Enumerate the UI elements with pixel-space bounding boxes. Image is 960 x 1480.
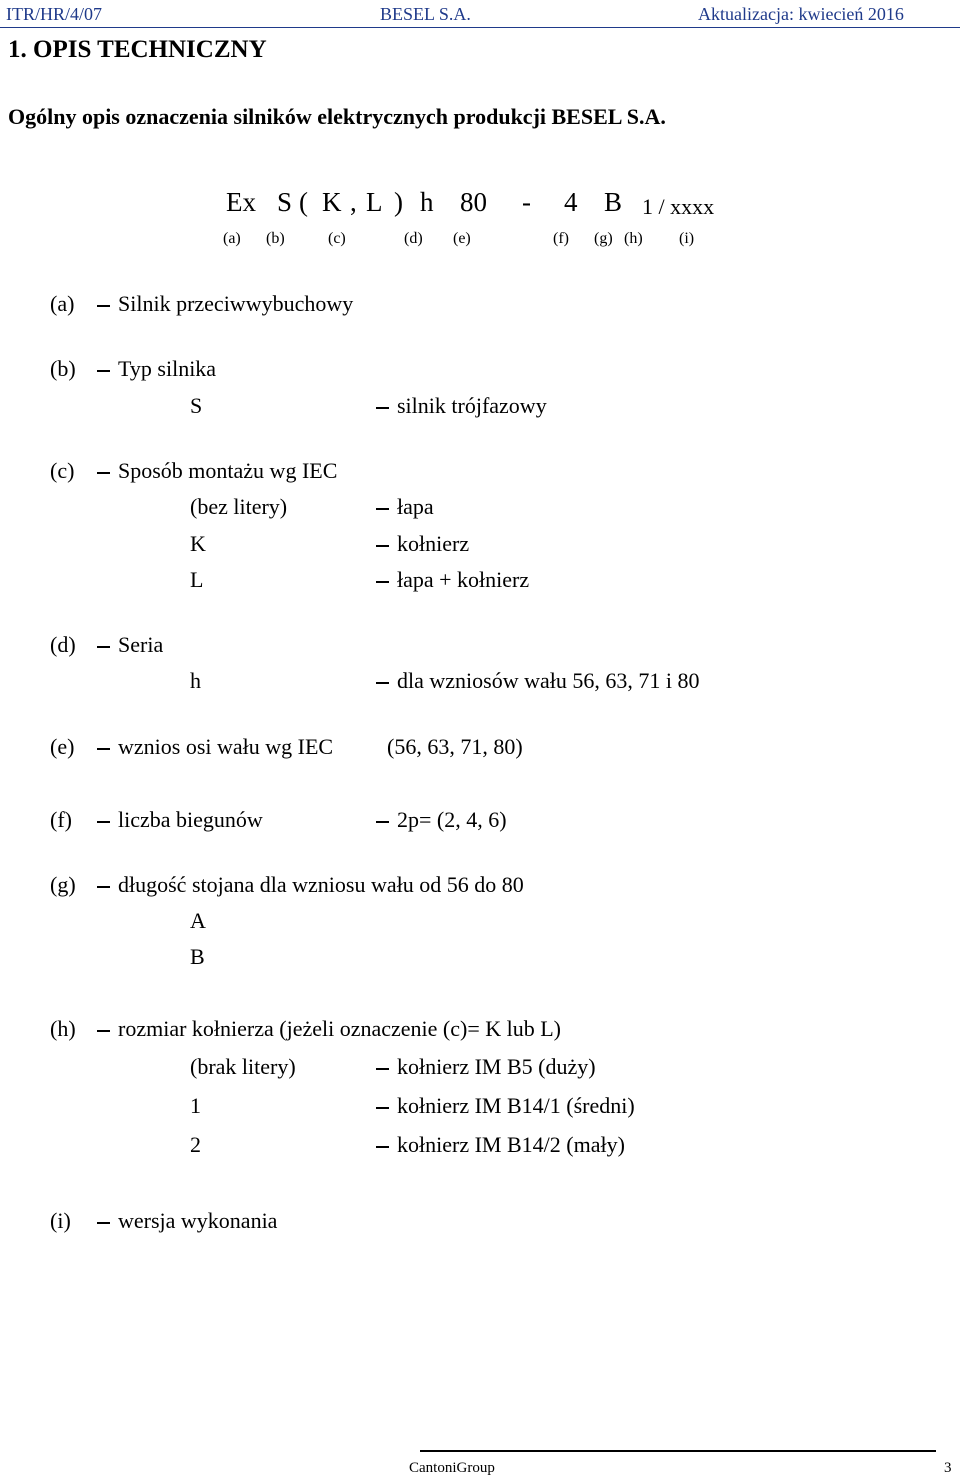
dash: [97, 472, 110, 474]
code-poles: 4: [564, 187, 578, 217]
dash: [376, 581, 389, 583]
header-rule: [0, 27, 960, 28]
code-label-b: (b): [266, 230, 285, 247]
def-text: Typ silnika: [118, 356, 217, 381]
option-value: kołnierz IM B14/2 (mały): [397, 1132, 625, 1157]
dash: [97, 305, 110, 307]
footer-group: CantoniGroup: [409, 1460, 495, 1476]
def-tag: (c): [50, 458, 75, 483]
def-tag: (d): [50, 632, 76, 657]
option-key: A: [190, 908, 206, 933]
def-text: Seria: [118, 632, 164, 657]
def-text: Silnik przeciwwybuchowy: [118, 291, 354, 316]
option-key: (brak litery): [190, 1054, 296, 1079]
code-label-a: (a): [223, 230, 241, 247]
def-tag: (b): [50, 356, 76, 381]
def-tag: (g): [50, 872, 76, 897]
dash: [376, 545, 389, 547]
code-label-c: (c): [328, 230, 346, 247]
option-key: L: [190, 567, 204, 592]
code-k: K: [322, 187, 342, 217]
def-tag: (f): [50, 807, 72, 832]
section-title: 1. OPIS TECHNICZNY: [8, 36, 267, 63]
def-tag: (e): [50, 734, 75, 759]
option-value: łapa: [397, 494, 434, 519]
def-tag: (a): [50, 291, 75, 316]
dash: [97, 646, 110, 648]
dash: [97, 886, 110, 888]
code-label-h: (h): [624, 230, 643, 247]
code-open: (: [299, 187, 308, 217]
code-size: 80: [460, 187, 487, 217]
def-text: rozmiar kołnierza (jeżeli oznaczenie (c)= K lub L): [118, 1016, 561, 1041]
def-text: Sposób montażu wg IEC: [118, 458, 338, 483]
subtitle: Ogólny opis oznaczenia silników elektrycznych produkcji BESEL S.A.: [8, 104, 666, 129]
dash: [97, 1222, 110, 1224]
option-value: kołnierz IM B14/1 (średni): [397, 1093, 635, 1118]
doc-code: ITR/HR/4/07: [6, 4, 103, 24]
code-label-i: (i): [679, 230, 695, 247]
dash: [376, 1107, 389, 1109]
dash: [376, 821, 389, 823]
def-tag: (h): [50, 1016, 76, 1041]
def-tag: (i): [50, 1208, 71, 1233]
def-extra: (56, 63, 71, 80): [387, 734, 523, 759]
def-text: wersja wykonania: [118, 1208, 278, 1233]
def-text: liczba biegunów: [118, 807, 263, 832]
option-key: 1: [190, 1093, 201, 1118]
option-key: S: [190, 393, 203, 418]
code-label-d: (d): [404, 230, 423, 247]
code-label-g: (g): [594, 230, 613, 247]
update-date: Aktualizacja: kwiecień 2016: [698, 4, 904, 24]
code-h: h: [420, 187, 434, 217]
code-length: B: [604, 187, 623, 217]
code-l: L: [366, 187, 383, 217]
option-value: dla wzniosów wału 56, 63, 71 i 80: [397, 668, 700, 693]
code-version: 1 / xxxx: [642, 194, 715, 219]
dash: [376, 1146, 389, 1148]
dash: [97, 748, 110, 750]
option-key: B: [190, 944, 205, 969]
dash: [376, 508, 389, 510]
option-key: K: [190, 531, 206, 556]
def-text: długość stojana dla wzniosu wału od 56 do 80: [118, 872, 524, 897]
dash: [97, 1030, 110, 1032]
option-value: silnik trójfazowy: [397, 393, 547, 418]
code-comma: ,: [350, 187, 357, 217]
code-ex: Ex: [226, 187, 256, 217]
dash: [376, 1068, 389, 1070]
footer-rule: [420, 1450, 936, 1452]
page-number: 3: [944, 1460, 952, 1476]
option-value: łapa + kołnierz: [397, 567, 530, 592]
code-label-f: (f): [553, 230, 569, 247]
option-value: kołnierz: [397, 531, 470, 556]
def-value: 2p= (2, 4, 6): [397, 807, 507, 832]
dash: [97, 370, 110, 372]
dash: [376, 682, 389, 684]
code-s: S: [277, 187, 293, 217]
code-close: ): [394, 187, 403, 217]
dash: [376, 407, 389, 409]
dash: [97, 821, 110, 823]
company-name: BESEL S.A.: [380, 4, 471, 24]
option-key: (bez litery): [190, 494, 288, 519]
option-key: 2: [190, 1132, 201, 1157]
option-key: h: [190, 668, 201, 693]
code-label-e: (e): [453, 230, 471, 247]
def-text: wznios osi wału wg IEC: [118, 734, 334, 759]
option-value: kołnierz IM B5 (duży): [397, 1054, 596, 1079]
code-sep: -: [522, 187, 531, 217]
